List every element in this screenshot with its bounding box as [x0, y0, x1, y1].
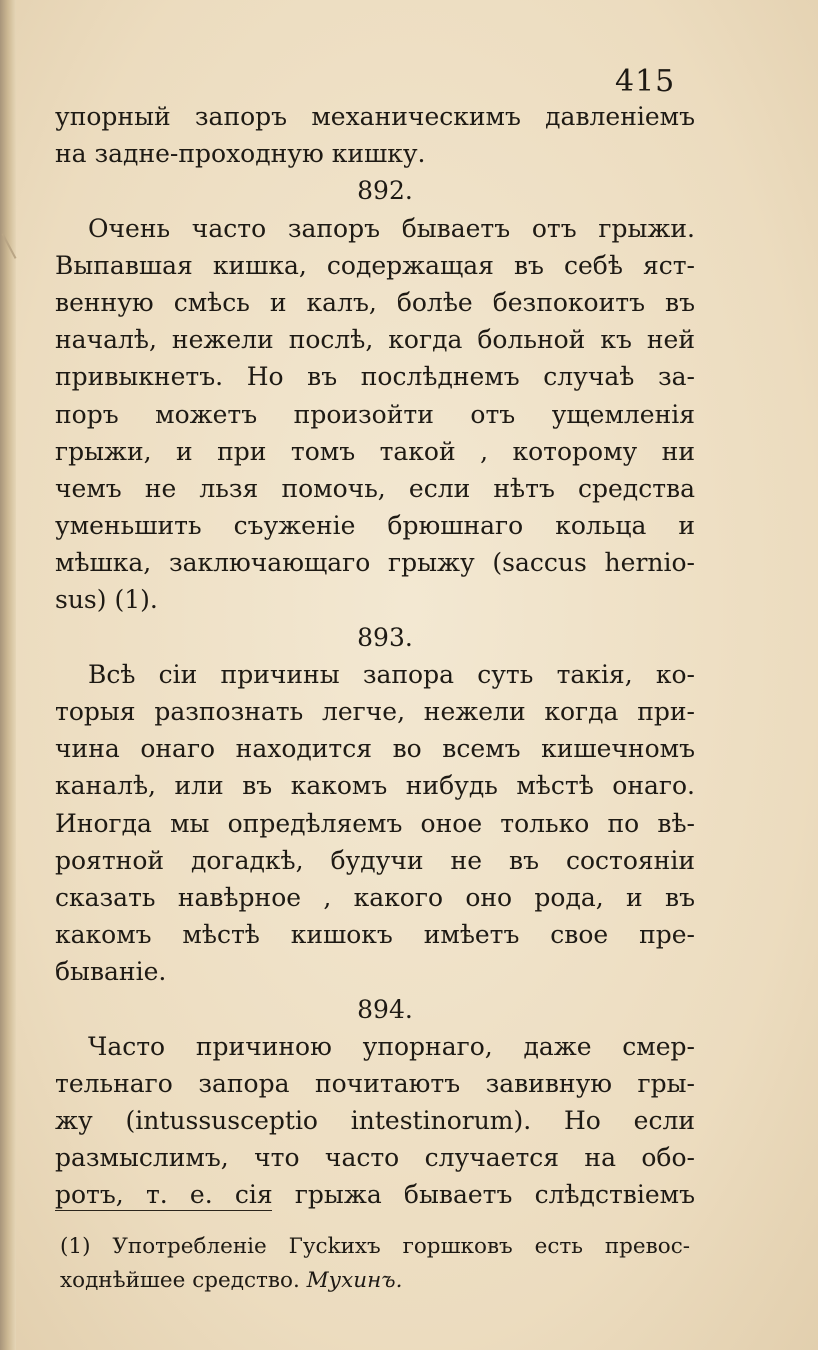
text-line: Иногда мы опредѣляемъ оное только по вѣ- [55, 808, 695, 838]
section-number: 894. [357, 994, 413, 1024]
text-line: ротъ, т. е. сія грыжа бываетъ слѣдствіемъ [55, 1180, 695, 1210]
text-line: Всѣ сіи причины запора суть такія, ко- [88, 659, 695, 689]
footnote-rule [55, 1210, 272, 1211]
text-line: sus) (1). [55, 585, 158, 615]
body-text [55, 98, 695, 1214]
footnote-text: ходнѣйшее средство. [60, 1268, 300, 1293]
text-line: грыжи, и при томъ такой , которому ни [55, 436, 695, 466]
text-line: чемъ не льзя помочь, если нѣтъ средства [55, 473, 695, 503]
text-line: размыслимъ, что часто случается на обо- [55, 1143, 695, 1173]
text-line: поръ можетъ произойти отъ ущемленія [55, 399, 695, 429]
section-number: 893. [357, 622, 413, 652]
text-line: торыя разпознать легче, нежели когда при- [55, 697, 695, 726]
book-spine-shadow [0, 0, 16, 1350]
text-line: Очень часто запоръ бываетъ отъ грыжи. [88, 213, 695, 243]
text-line: началѣ, нежели послѣ, когда больной къ ней [55, 325, 695, 355]
text-line: Выпавшая кишка, содержащая въ себѣ яст- [55, 250, 695, 280]
text-line: уменьшить съуженіе брюшнаго кольца и [55, 511, 695, 541]
footnote-line: (1) Употребленіе Гусkихъ горшковъ есть превос- [60, 1234, 690, 1259]
footnote-author: Мухинъ. [306, 1268, 403, 1293]
page-number: 415 [615, 64, 676, 99]
section-number: 892. [357, 176, 413, 206]
text-line: Часто причиною упорнаго, даже смер- [88, 1031, 695, 1061]
text-line: каналѣ, или въ какомъ нибудь мѣстѣ онаго. [55, 771, 695, 801]
text-line: какомъ мѣстѣ кишокъ имѣетъ свое пре- [55, 920, 695, 950]
text-line: бываніе. [55, 957, 167, 987]
text-line: сказать навѣрное , какого оно рода, и въ [55, 882, 695, 912]
text-line: привыкнетъ. Но въ послѣднемъ случаѣ за- [55, 362, 695, 392]
text-line: жу (intussusceptio intestinorum). Но если [55, 1106, 695, 1136]
text-line: упорный запоръ механическимъ давленіемъ [55, 102, 695, 131]
text-line: роятной догадкѣ, будучи не въ состояніи [55, 845, 695, 875]
footnote-line [60, 1264, 690, 1298]
text-line: тельнаго запора почитаютъ завивную гры- [55, 1068, 695, 1098]
footnote [60, 1230, 690, 1298]
text-line: на задне-проходную кишку. [55, 139, 426, 169]
text-line: венную смѣсь и калъ, болѣе безпокоитъ въ [55, 287, 695, 317]
text-line: чина онаго находится во всемъ кишечномъ [55, 734, 695, 764]
text-line: мѣшка, заключающаго грыжу (saccus hernio- [55, 548, 695, 578]
